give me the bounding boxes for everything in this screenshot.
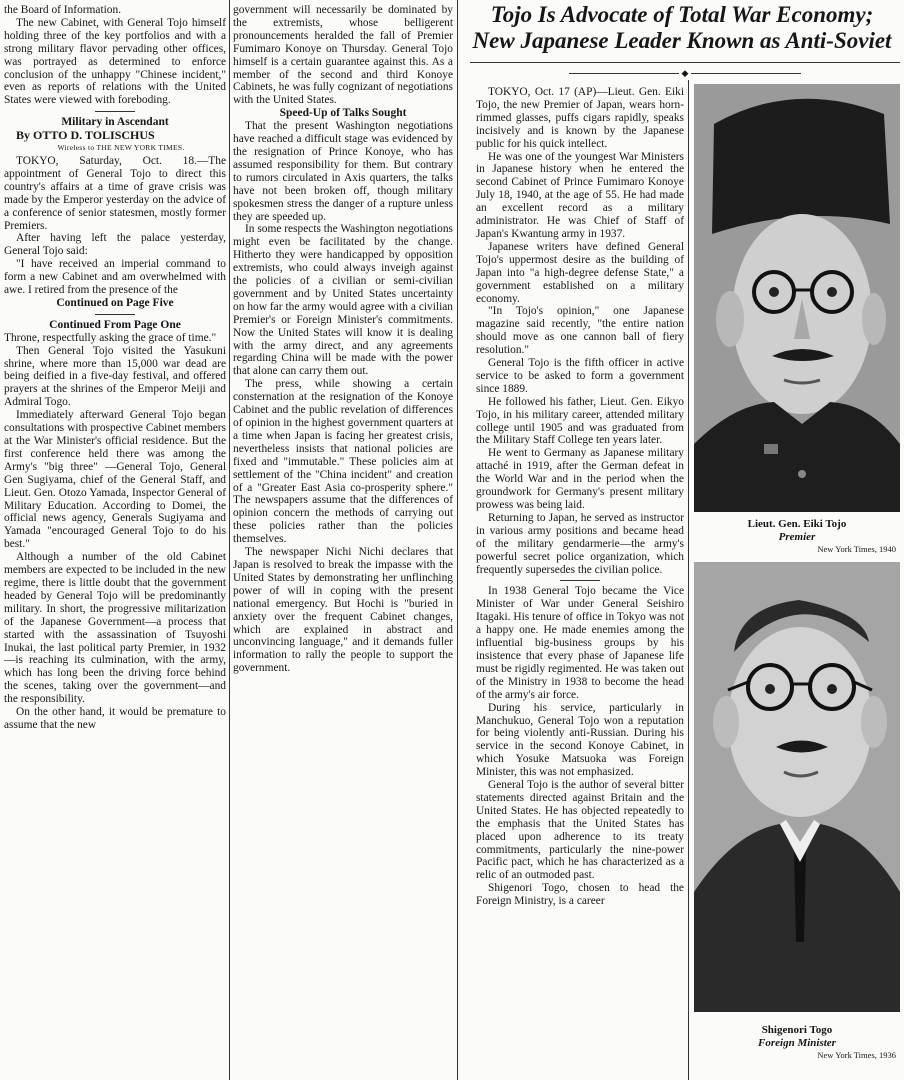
paragraph: General Tojo is the fifth officer in active service to be asked to form a government since 1889. [476, 357, 684, 395]
article-column-1 [4, 4, 226, 1076]
byline: By OTTO D. TOLISCHUS [16, 128, 155, 143]
portrait-photo-tojo [694, 84, 900, 512]
portrait-photo-togo [694, 562, 900, 1012]
ornament-rule [560, 68, 810, 78]
article-column-3 [476, 86, 684, 1076]
jump-line: Continued From Page One [49, 318, 181, 331]
paragraph: Japanese writers have defined General Tojo's uppermost desire as the building of Japan into "a high-degree defense State," a government established on a military economy. [476, 240, 684, 305]
headline-line-2: New Japanese Leader Known as Anti-Soviet [472, 28, 892, 53]
paragraph: TOKYO, Saturday, Oct. 18.—The appointment of General Tojo to direct this country's affairs at a time of grave crisis was made by the Emperor yesterday on the advice of a conference of senior statesmen, mostly former Premiers. [4, 154, 226, 232]
jump-line: Continued on Page Five [56, 296, 174, 309]
paragraph: Although a number of the old Cabinet members are expected to be included in the new regime, there is little doubt that the government headed by General Tojo will be predominantly military. In short, the progressive militarization of the Japanese Government—a process that started with the assassination of Tsuyoshi Inukai, the last political party Premier, in 1932—is reaching its culmination, with the army, which has long been the driving force behind the scenes, taking over the government—and the responsibility. [4, 551, 226, 706]
paragraph: "In Tojo's opinion," one Japanese magazine said recently, "the entire nation should move as one cannon ball of fiery resolution." [476, 305, 684, 357]
column-rule [457, 0, 458, 1080]
portrait-togo-image [694, 562, 900, 1012]
caption-name: Shigenori Togo [761, 1024, 833, 1036]
article-column-2 [233, 4, 453, 916]
caption-credit: New York Times, 1936 [817, 1050, 896, 1060]
paragraph: That the present Washington negotiations have reached a difficult stage was evidenced by the resignation of Prince Konoye, who has assumed responsibility for them. But contrary to rumors circulated in Axis quarters, the talks have not been broken off, though military spokesmen stress the danger of a rupture unless they are speeded up. [233, 120, 453, 223]
paragraph: the Board of Information. [4, 4, 122, 16]
headline [460, 2, 904, 54]
paragraph: After having left the palace yesterday, General Tojo said: [4, 232, 226, 258]
photo-caption-tojo [694, 518, 900, 556]
divider [560, 580, 600, 581]
headline-rule [470, 62, 900, 63]
caption-role: Foreign Minister [758, 1036, 836, 1049]
divider [95, 314, 135, 315]
paragraph: The new Cabinet, with General Tojo himself holding three of the key portfolios and with a strong military flavor pervading other offices, was portrayed as determined to enforce conclusion of the unhappy "Chinese incident," even as reports of relations with the United States were viewed with foreboding. [4, 16, 226, 107]
paragraph: Throne, respectfully asking the grace of time." [4, 331, 217, 344]
wire-credit: Wireless to THE NEW YORK TIMES. [57, 143, 185, 153]
paragraph: He was one of the youngest War Ministers in Japanese history when he entered the second Cabinet of Prince Fumimaro Konoye July 18, 1940, at the age of 55. He had made an excellent record as a military administrator. He was Chief of Staff of Japan's Kwantung army in 1937. [476, 150, 684, 240]
paragraph: General Tojo is the author of several bitter statements directed against Britain and the United States. He has objected repeatedly to the emphasis that the United States has placed upon adherence to its treaty commitments, particularly the nine-power Pacific pact, which he has characterized as a relic of an outmoded past. [476, 779, 684, 882]
paragraph: Then General Tojo visited the Yasukuni shrine, where more than 15,000 war dead are being deified in a five-day festival, and offered prayers at the shrines of the Emperor Meiji and Admiral Togo. [4, 344, 226, 409]
paragraph: The press, while showing a certain consternation at the resignation of the Konoye Cabinet and the public revelation of differences of opinion in the highest government quarters at a time when Japan is facing her greatest crisis, nevertheless insists that national policies are fixed and "immutable." These policies aim at settlement of the "China incident" and creation of a "Greater East Asia co-prosperity sphere." The newspapers assume that the differences of opinion concern the methods of carrying out these policies rather than the policies themselves. [233, 378, 453, 546]
subhead: Speed-Up of Talks Sought [279, 107, 407, 120]
divider [95, 111, 135, 112]
portrait-tojo-image [694, 84, 900, 512]
subhead: Military in Ascendant [61, 116, 169, 129]
paragraph: Returning to Japan, he served as instructor in various army positions and became head of the military gendarmerie—the army's powerful secret police organization, which frequently supersedes the civilian police. [476, 511, 684, 576]
diamond-icon: ◆ [679, 68, 691, 78]
paragraph: Immediately afterward General Tojo began consultations with prospective Cabinet members at the War Minister's official residence. But the first conference held there was among the Army's "big three" —General Tojo, General Gen Sugiyama, chief of the General Staff, and Lieut. Gen. Otozo Yamada, Inspector General of Military Education. According to Domei, the official news agency, Generals Sugiyama and Yamada "encouraged General Tojo to do his best." [4, 409, 226, 551]
paragraph: Shigenori Togo, chosen to head the Foreign Ministry, is a career [476, 882, 684, 908]
paragraph: "I have received an imperial command to form a new Cabinet and am overwhelmed with awe. I retired from the presence of the [4, 258, 226, 297]
caption-role: Premier [778, 530, 816, 543]
caption-name: Lieut. Gen. Eiki Tojo [747, 518, 847, 530]
paragraph: He followed his father, Lieut. Gen. Eikyo Tojo, in his military career, attended military college until 1905 and was graduated from the Military Staff College ten years later. [476, 395, 684, 447]
column-rule [229, 0, 230, 1080]
paragraph: government will necessarily be dominated by the extremists, whose belligerent pronouncements heralded the fall of Premier Fumimaro Konoye on Thursday. General Tojo himself is a certain guarantee against this. As a member of the second and third Konoye Cabinets, he was fully cognizant of negotiations with the United States. [233, 4, 453, 107]
paragraph: On the other hand, it would be premature to assume that the new [4, 706, 226, 731]
caption-credit: New York Times, 1940 [817, 544, 896, 554]
column-rule [688, 80, 689, 1080]
paragraph: The newspaper Nichi Nichi declares that Japan is resolved to break the impasse with the United States by demonstrating her unflinching power of will in coping with the present national emergency. But Hochi is "buried in anxiety over the frequent Cabinet changes, which are explained in abstract and unconvincing language," and it demands fuller information to rally the people to support the government. [233, 546, 453, 675]
paragraph: In some respects the Washington negotiations might even be facilitated by the change. Hitherto they were handicapped by opposition extremists, who could always inveigh against the policies of a civilian or semi-civilian government and by United States uncertainty on how far the army would agree with a civilian Premier's or Foreign Minister's commitments. Now the United States will know it is dealing with the army direct, and any agreements regarding China will be made with the power that alone can carry them out. [233, 223, 453, 378]
paragraph: He went to Germany as Japanese military attaché in 1919, after the German defeat in the World War and in the period when the groundwork for Germany's present military prowess was being laid. [476, 447, 684, 511]
paragraph: TOKYO, Oct. 17 (AP)—Lieut. Gen. Eiki Tojo, the new Premier of Japan, wears horn-rimmed glasses, puffs cigars rapidly, speaks incisively and is known by the Japanese public for his quick intellect. [476, 86, 684, 150]
headline-line-1: Tojo Is Advocate of Total War Economy; [490, 2, 874, 27]
photo-caption-togo [694, 1024, 900, 1062]
paragraph: During his service, particularly in Manchukuo, General Tojo won a reputation for being violently anti-Russian. During his service in the second Konoye Cabinet, in which Yosuke Matsuoka was Foreign Minister, this was not emphasized. [476, 701, 684, 779]
paragraph: In 1938 General Tojo became the Vice Minister of War under General Seishiro Itagaki. His tenure of office in Tokyo was not a happy one. He made enemies among the influential big-business groups by his insistence that every phase of Japanese life must be rigidly regimented. He was taken out of the Ministry in 1938 to become the head of the army's air force. [476, 585, 684, 701]
